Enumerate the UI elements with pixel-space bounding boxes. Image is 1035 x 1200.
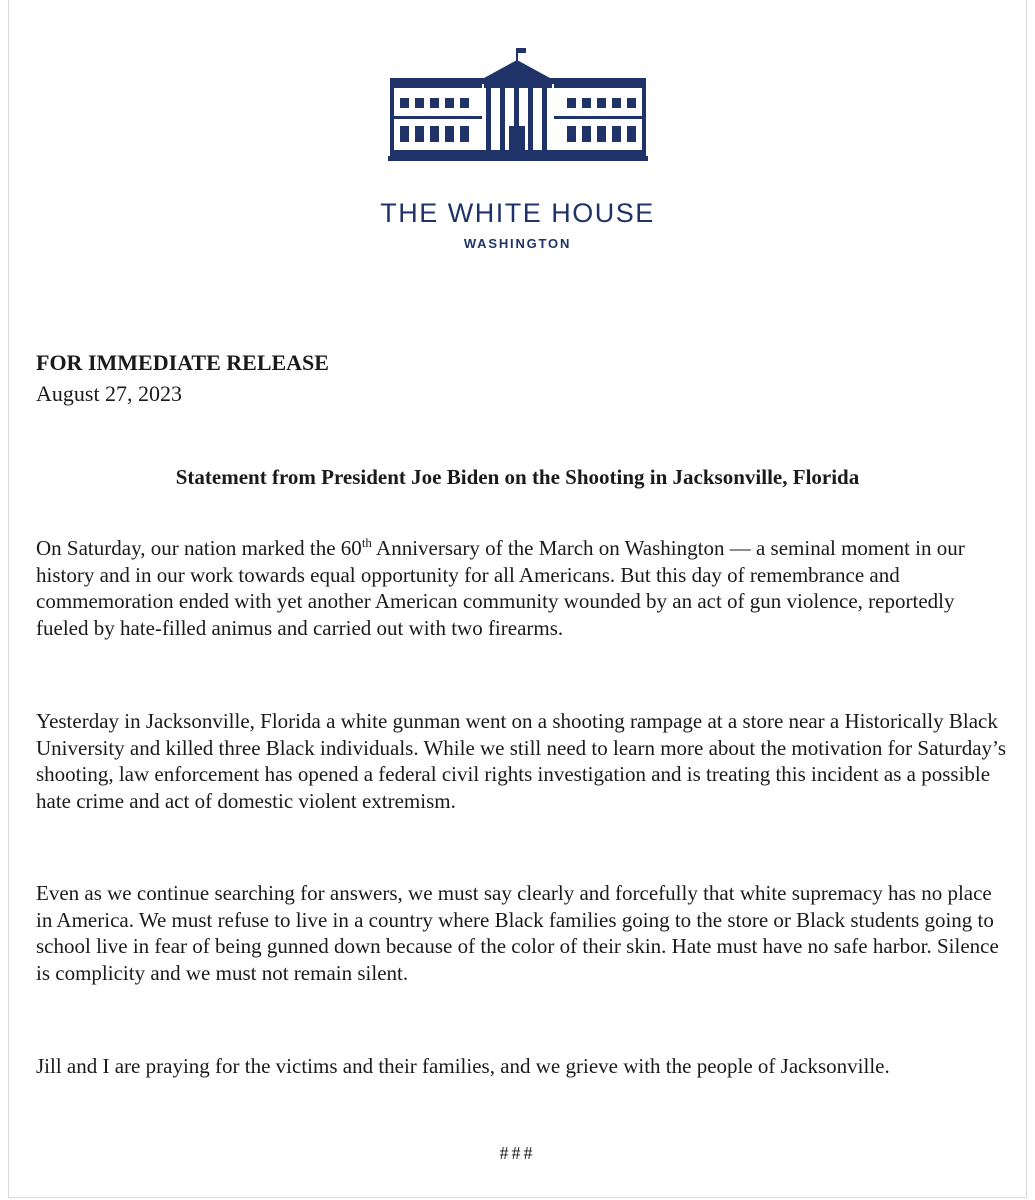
paragraph-2: Yesterday in Jacksonville, Florida a white gunman went on a shooting rampage at a store near a Historically Black University and killed three Black individuals. While we still need to learn more about the motivation for Saturday’s shooting, law enforcement has opened a federal civil rights investigation and is treating this incident as a possible hate crime and act of domestic violent extremism. — [36, 709, 1007, 813]
paragraph-3: Even as we continue searching for answers, we must say clearly and forcefully that white supremacy has no place in America. We must refuse to live in a country where Black families going to the store or Black students going to school live in fear of being gunned down because of the color of their skin. Hate must have no safe harbor. Silence is complicity and we must not remain silent. — [36, 881, 999, 985]
statement-headline: Statement from President Joe Biden on the Shooting in Jacksonville, Florida — [175, 465, 860, 489]
white-house-logo-icon — [388, 46, 648, 164]
paragraph-1 — [36, 535, 1008, 641]
white-house-title: THE WHITE HOUSE — [380, 198, 655, 228]
ordinal-suffix: th — [361, 535, 372, 550]
release-label: FOR IMMEDIATE RELEASE — [36, 350, 329, 375]
paragraph-1-start: On Saturday, our nation marked the 60 — [36, 536, 362, 560]
release-date: August 27, 2023 — [36, 381, 183, 406]
paragraph-1-rest: Anniversary of the March on Washington — a seminal moment in our history and in our work towards equal opportunity for all Americans. But this day of remembrance and commemoration ended with yet another American community wounded by an act of gun violence, reportedly fueled by hate-filled animus and carried out with two firearms. — [36, 536, 965, 640]
end-mark: ### — [499, 1143, 536, 1163]
washington-subtitle: WASHINGTON — [463, 236, 572, 251]
paragraph-4: Jill and I are praying for the victims and their families, and we grieve with the people of Jacksonville. — [36, 1054, 890, 1078]
